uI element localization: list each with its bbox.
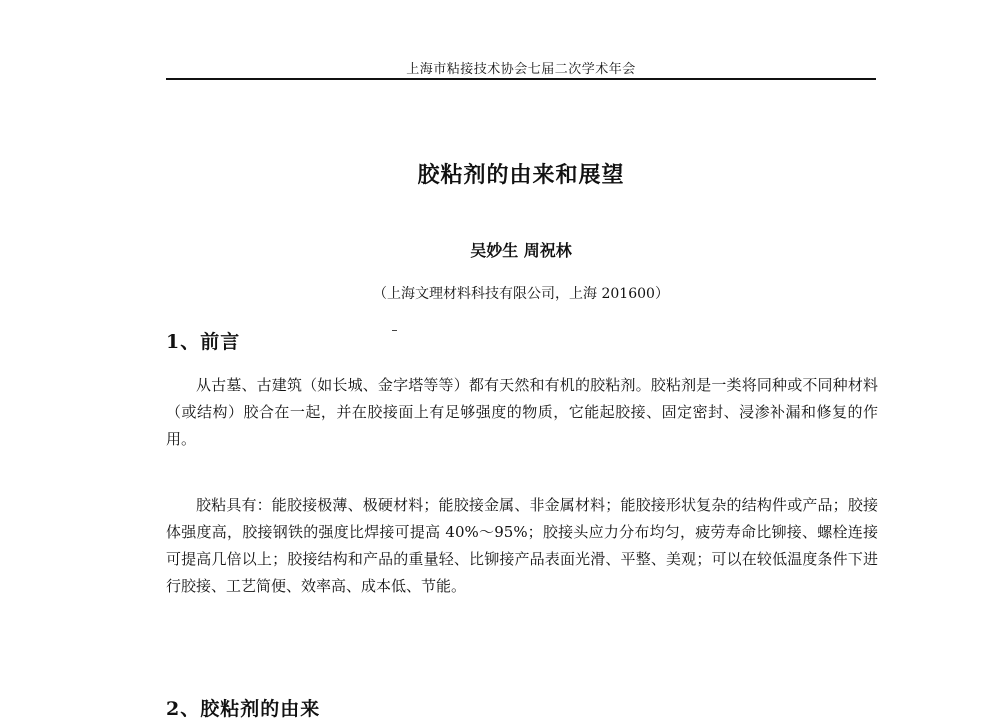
paper-affiliation: （上海文理材料科技有限公司，上海 201600）: [373, 286, 669, 302]
header-rule: [166, 78, 876, 80]
scan-speck: [392, 330, 397, 331]
section-heading-origin: 2、胶粘剂的由来: [166, 698, 321, 720]
running-header: 上海市粘接技术协会七届二次学术年会: [406, 62, 636, 77]
section-heading-introduction: 1、前言: [166, 331, 241, 353]
body-paragraph: 胶粘具有：能胶接极薄、极硬材料；能胶接金属、非金属材料；能胶接形状复杂的结构件或产品；胶接体强度高，胶接钢铁的强度比焊接可提高 40%～95%；胶接头应力分布均匀，疲劳寿命比铆接、螺栓连接可提高几倍以上；胶接结构和产品的重量轻、比铆接产品表面光滑、平整、美观；可以在较低温度条件下进行胶接、工艺简便、效率高、成本低、节能。: [166, 496, 878, 595]
paper-authors: 吴妙生 周祝林: [470, 241, 572, 260]
paper-title: 胶粘剂的由来和展望: [417, 163, 625, 188]
body-paragraph: 从古墓、古建筑（如长城、金字塔等等）都有天然和有机的胶粘剂。胶粘剂是一类将同种或不同种材料（或结构）胶合在一起，并在胶接面上有足够强度的物质，它能起胶接、固定密封、浸渗补漏和修复的作用。: [166, 376, 878, 448]
